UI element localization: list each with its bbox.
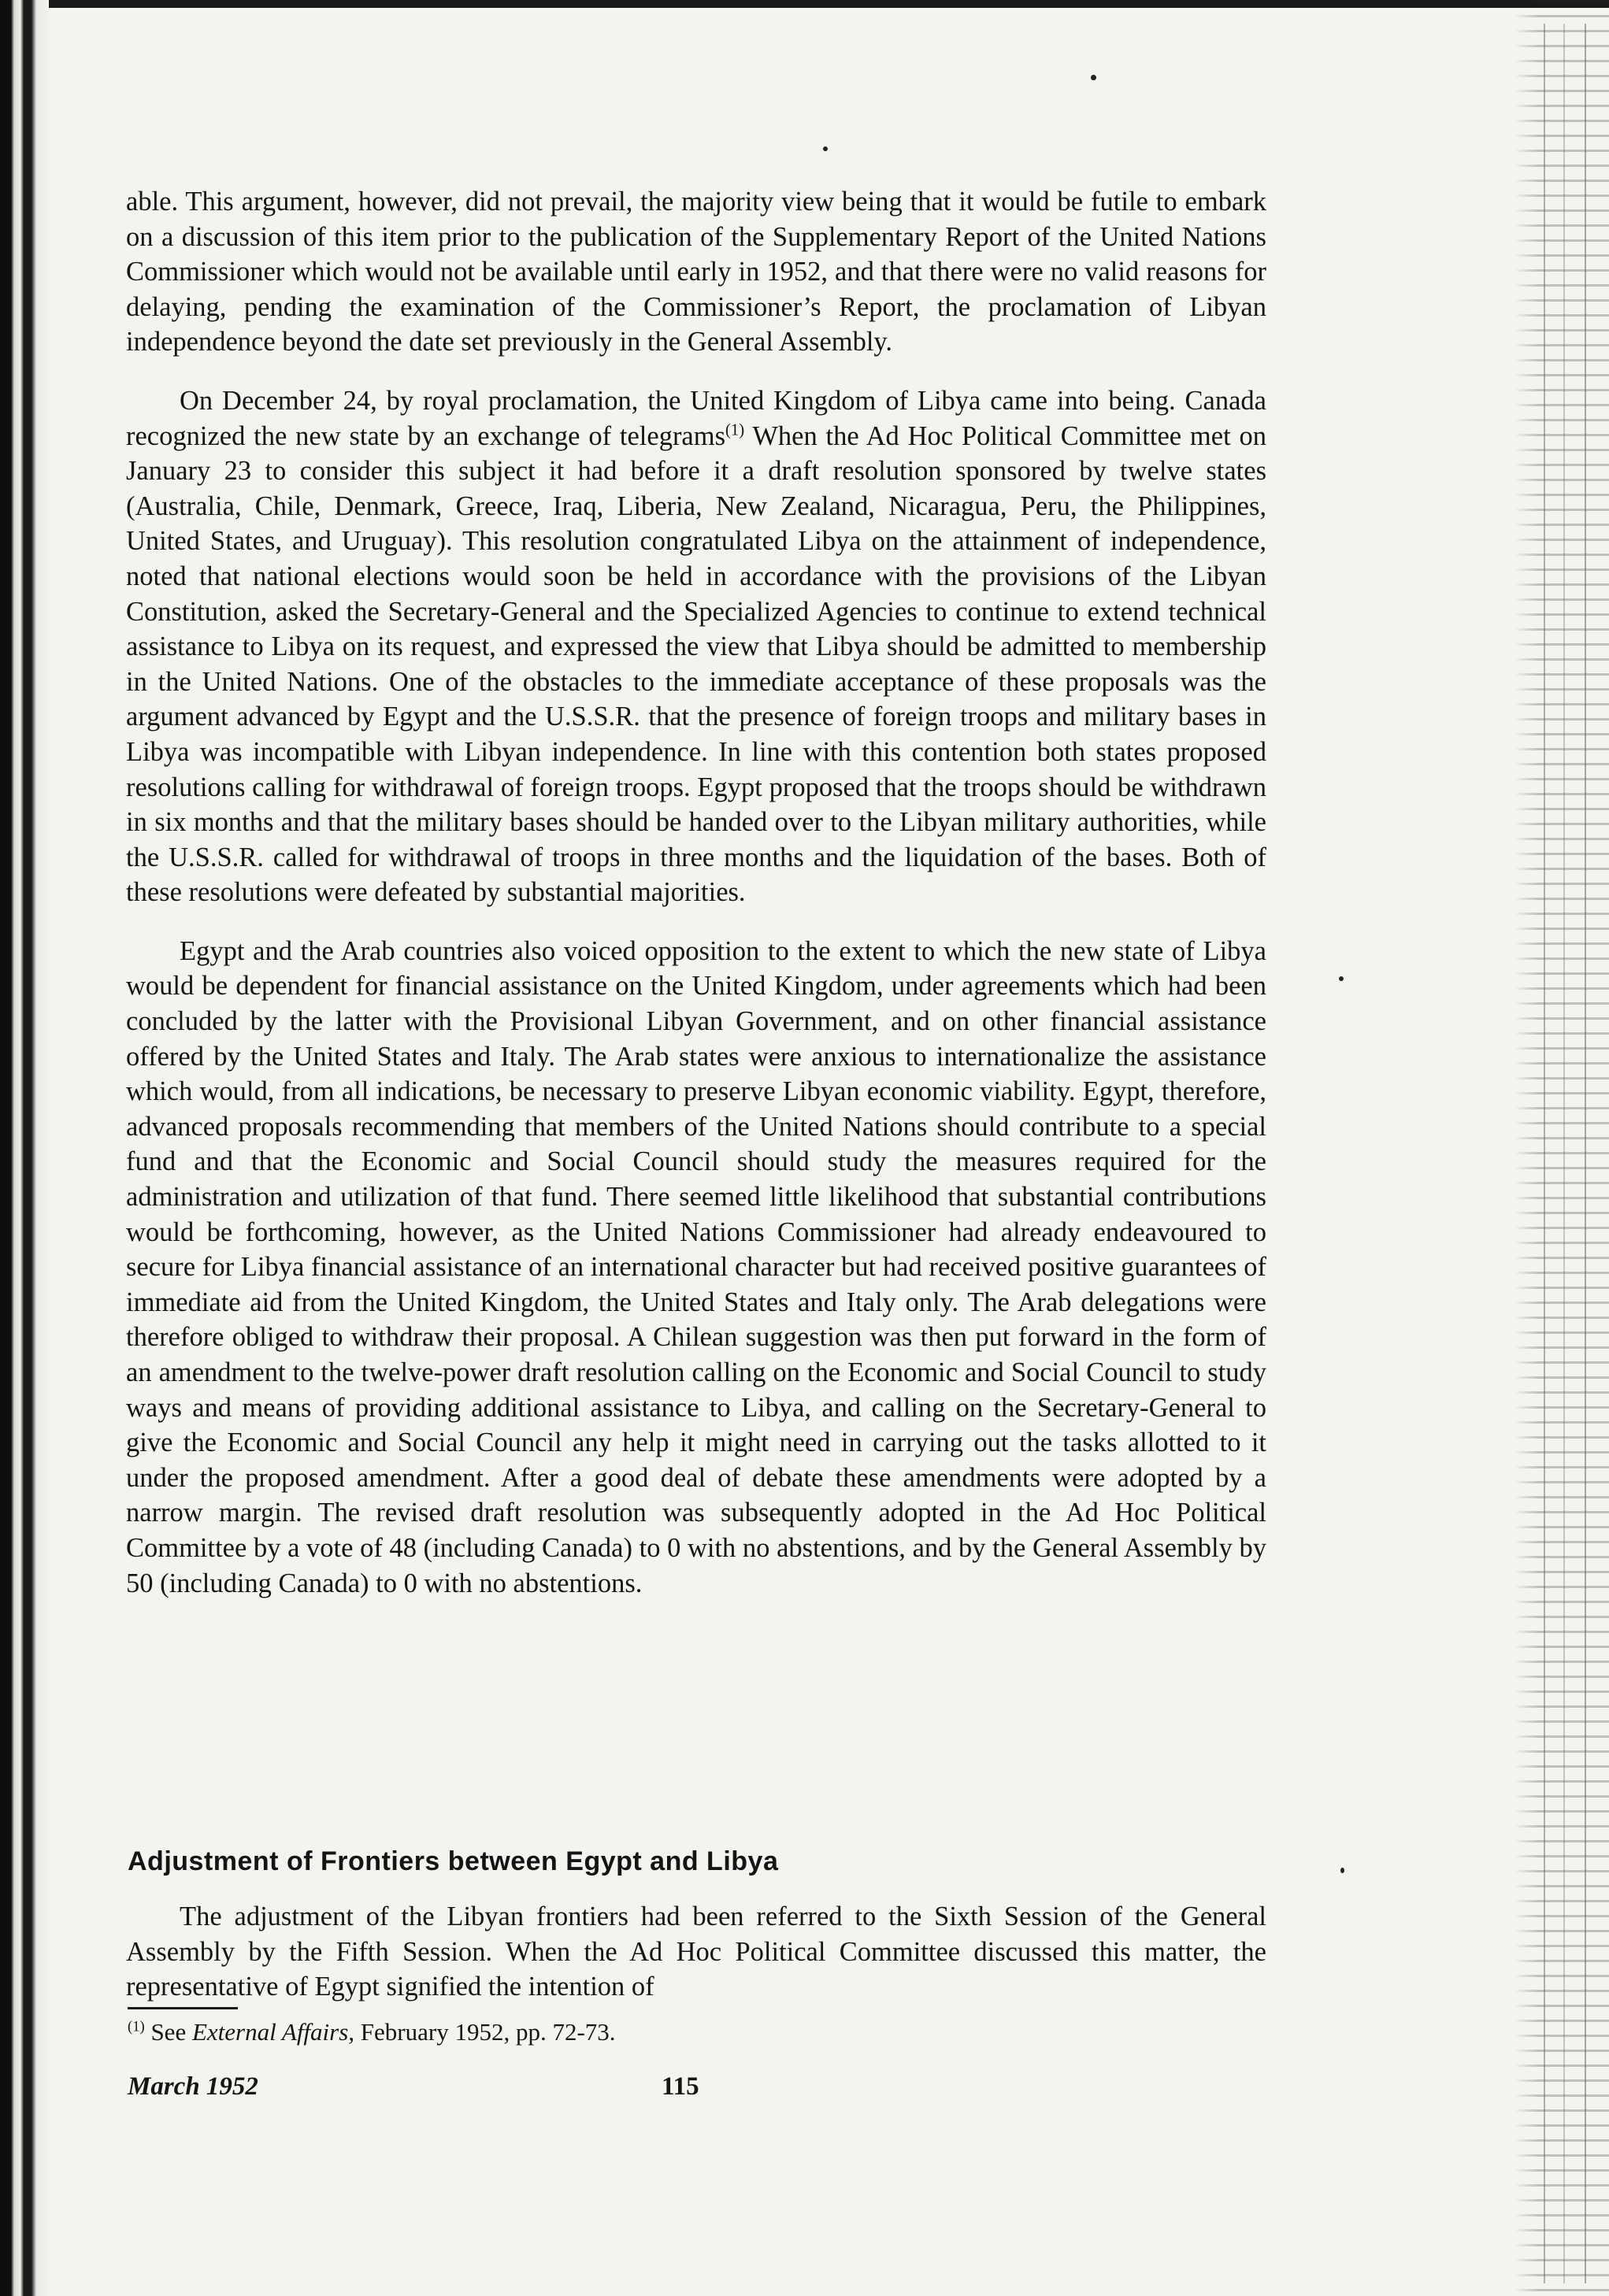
scan-right-line xyxy=(1563,24,1565,2283)
paragraph-1: able. This argument, however, did not prevail, the majority view being that it would be futile to embark on a discussion of this item prior to the publication of the Supplementary Report of the United Nations Commissioner which would not be available until early in 1952, and that there were no valid reasons for delaying, pending the examination of the Commissioner’s Report, the proclamation of Libyan independence beyond the date set previously in the General Assembly. xyxy=(126,187,1266,357)
footnote-prefix: See xyxy=(144,2018,192,2046)
scan-right-line xyxy=(1585,24,1586,2283)
footnote-suffix: February 1952, pp. 72-73. xyxy=(354,2018,616,2046)
scan-left-edge xyxy=(0,0,49,2296)
footer-date: March 1952 xyxy=(128,2072,258,2101)
body-text xyxy=(126,184,1266,1624)
scan-speck xyxy=(1340,1868,1344,1873)
paragraph-2 xyxy=(126,383,1266,910)
scan-speck xyxy=(1091,75,1096,80)
paragraph-2-text: On December 24, by royal proclamation, the United Kingdom of Libya came into being. Canada recognized the new state by an exchange of telegrams xyxy=(126,385,1266,451)
section-heading: Adjustment of Frontiers between Egypt and Libya xyxy=(128,1846,779,1876)
scan-top-edge xyxy=(0,0,1609,8)
scan-right-edge xyxy=(1514,0,1609,2296)
page-number: 115 xyxy=(662,2072,699,2101)
footnote xyxy=(128,2016,616,2048)
paragraph-2-text-cont: When the Ad Hoc Political Committee met on January 23 to consider this subject it had before it a draft resolution sponsored by twelve states (Australia, Chile, Denmark, Greece, Iraq, Liberia, New Zealand, Nicaragua, Peru, the Philippines, United States, and Uruguay). This resolution congratulated Libya on the attainment of independence, noted that national elections would soon be held in accordance with the provisions of the Libyan Constitution, asked the Secretary-General and the Specialized Agencies to continue to extend technical assistance to Libya on its request, and expressed the view that Libya should be admitted to membership in the United Nations. One of the obstacles to the immediate acceptance of these proposals was the argument advanced by Egypt and the U.S.S.R. that the presence of foreign troops and military bases in Libya was incompatible with Libyan independence. In line with this contention both states proposed resolutions calling for withdrawal of foreign troops. Egypt proposed that the troops should be withdrawn in six months and that the military bases should be handed over to the Libyan military authorities, while the U.S.S.R. called for withdrawal of troops in three months and the liquidation of the bases. Both of these resolutions were defeated by substantial majorities. xyxy=(126,420,1266,908)
paragraph-4: The adjustment of the Libyan frontiers had been referred to the Sixth Session of the General Assembly by the Fifth Session. When the Ad Hoc Political Committee discussed this matter, the representative of Egypt signified the intention of xyxy=(126,1902,1266,2002)
footnote-reference: (1) xyxy=(725,421,745,439)
footnote-mark: (1) xyxy=(128,2018,145,2035)
footnote-publication-title: External Affairs, xyxy=(191,2018,355,2046)
scan-right-line xyxy=(1544,24,1545,2283)
footnote-divider xyxy=(128,2007,238,2009)
paragraph-3: Egypt and the Arab countries also voiced opposition to the extent to which the new state of Libya would be dependent for financial assistance on the United Kingdom, under agreements which had been concluded by the latter with the Provisional Libyan Government, and on other financial assistance offered by the United States and Italy. The Arab states were anxious to internationalize the assistance which would, from all indications, be necessary to preserve Libyan economic viability. Egypt, therefore, advanced proposals recommending that members of the United Nations should contribute to a special fund and that the Economic and Social Council should study the measures required for the administration and utilization of that fund. There seemed little likelihood that substantial contributions would be forthcoming, however, as the United Nations Commissioner had already endeavoured to secure for Libya financial assistance of an international character but had received positive guarantees of immediate aid from the United Kingdom, the United States and Italy only. The Arab delegations were therefore obliged to withdraw their proposal. A Chilean suggestion was then put forward in the form of an amendment to the twelve-power draft resolution calling on the Economic and Social Council to study ways and means of providing additional assistance to Libya, and calling on the Secretary-General to give the Economic and Social Council any help it might need in carrying out the tasks allotted to it under the proposed amendment. After a good deal of debate these amendments were adopted by a narrow margin. The revised draft resolution was subsequently adopted in the Ad Hoc Political Committee by a vote of 48 (including Canada) to 0 with no abstentions, and by the General Assembly by 50 (including Canada) to 0 with no abstentions. xyxy=(126,935,1266,1598)
scan-speck xyxy=(823,146,828,151)
scan-speck xyxy=(1339,976,1344,981)
